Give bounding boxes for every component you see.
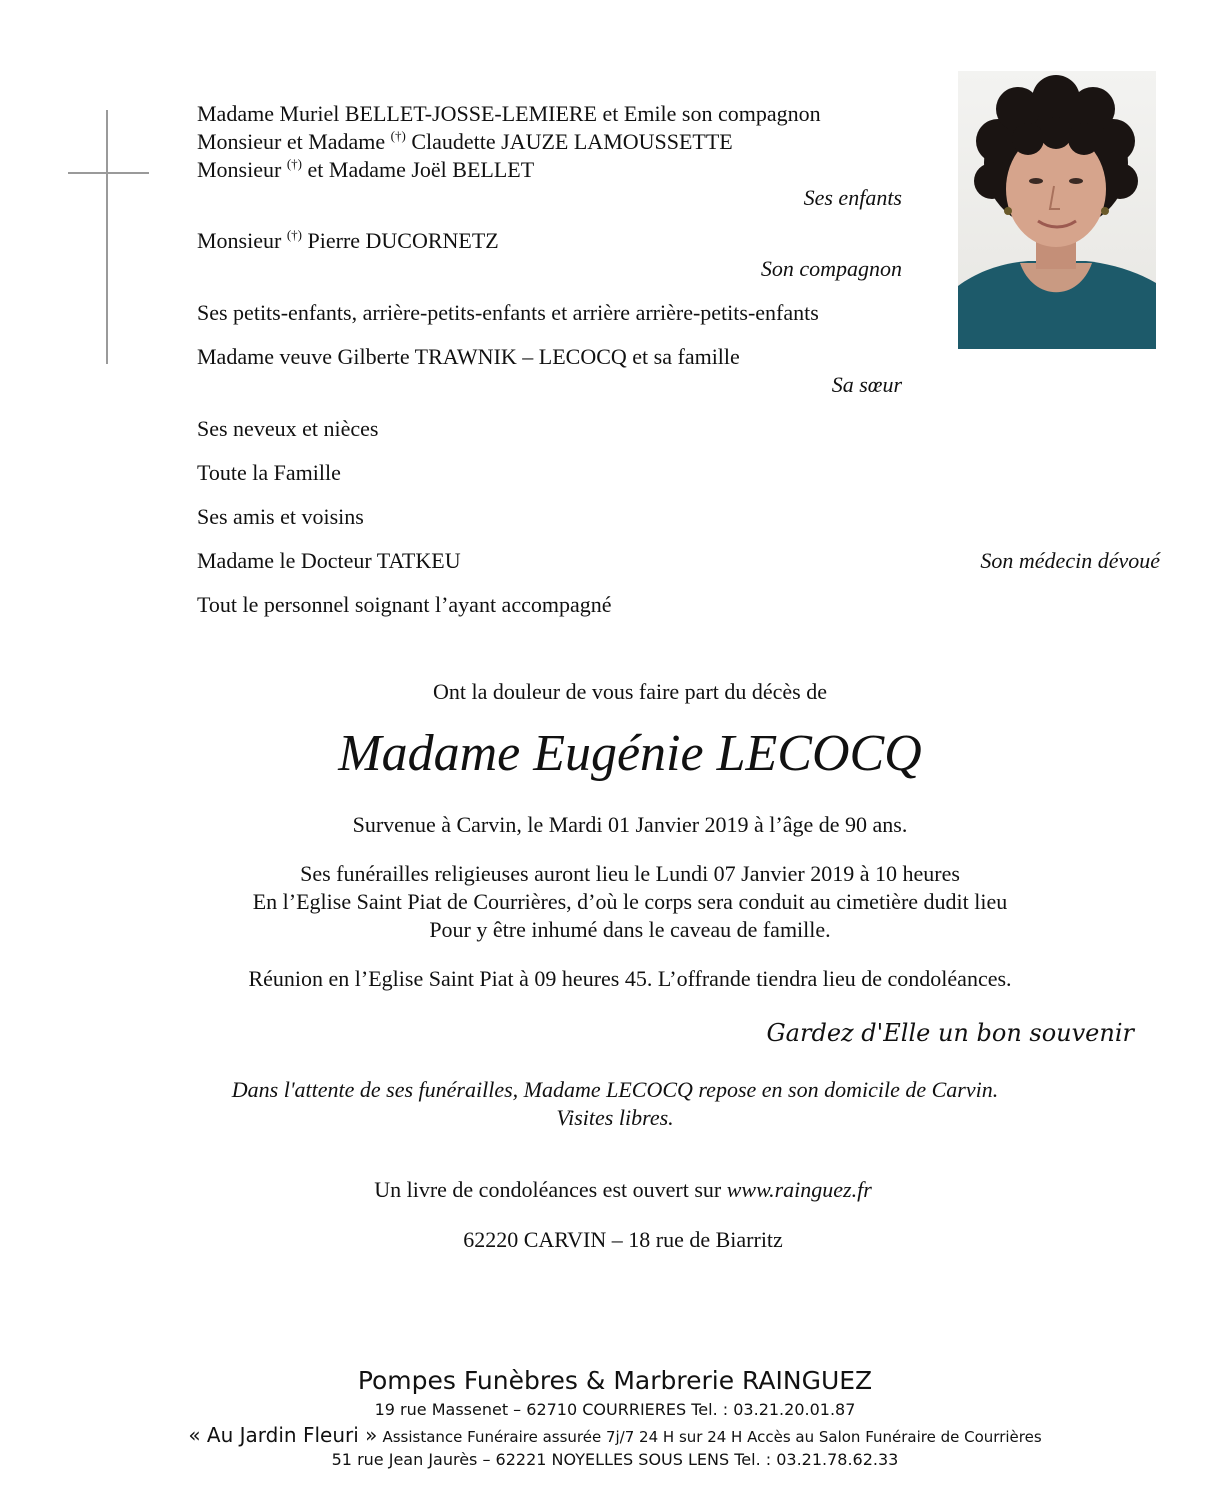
garden-name: « Au Jardin Fleuri »: [188, 1423, 378, 1447]
announcement-intro: Ont la douleur de vous faire part du décès de: [432, 679, 828, 704]
funeral-line-1: Ses funérailles religieuses auront lieu le Lundi 07 Janvier 2019 à 10 heures: [300, 861, 960, 886]
family-line-8: Toute la Famille: [197, 460, 341, 485]
family-line-9: Ses amis et voisins: [197, 504, 364, 529]
services-text: Assistance Funéraire assurée 7j/7 24 H sur 24 H Accès au Salon Funéraire de Courrières: [382, 1428, 1042, 1446]
funeral-line-3: Pour y être inhumé dans le caveau de famille.: [429, 917, 831, 942]
family-line-2-name: Claudette JAUZE LAMOUSSETTE: [411, 129, 733, 154]
family-line-2-prefix: Monsieur et Madame: [197, 129, 386, 154]
family-line-3: [197, 156, 534, 184]
funeral-line-2: En l’Eglise Saint Piat de Courrières, d’où le corps sera conduit au cimetière dudit lieu: [252, 889, 1008, 914]
family-line-3-name: et Madame Joël BELLET: [307, 157, 535, 182]
deceased-mark: (†): [390, 128, 406, 143]
family-line-2: [197, 128, 733, 156]
condolence-book-text: Un livre de condoléances est ouvert sur: [374, 1177, 722, 1202]
deceased-name: Madame Eugénie LECOCQ: [338, 725, 922, 782]
condolence-url-link[interactable]: www.rainguez.fr: [726, 1177, 872, 1202]
family-line-6: Madame veuve Gilberte TRAWNIK – LECOCQ et sa famille: [197, 344, 740, 369]
family-line-4: [197, 227, 499, 255]
company-address-2: 51 rue Jean Jaurès – 62221 NOYELLES SOUS LENS Tel. : 03.21.78.62.33: [331, 1450, 899, 1469]
role-companion: Son compagnon: [760, 256, 902, 281]
family-line-7: Ses neveux et nièces: [197, 416, 379, 441]
deceased-mark: (†): [286, 156, 302, 171]
family-line-4-prefix: Monsieur: [197, 228, 282, 253]
cross-horizontal-bar: [68, 172, 149, 174]
company-services: [0, 1423, 1214, 1449]
role-sister: Sa sœur: [831, 372, 902, 397]
repose-line-2: Visites libres.: [556, 1105, 674, 1130]
family-line-11: Tout le personnel soignant l’ayant accompagné: [197, 592, 612, 617]
repose-line-1: Dans l'attente de ses funérailles, Madame LECOCQ repose en son domicile de Carvin.: [231, 1077, 999, 1102]
death-notice: Survenue à Carvin, le Mardi 01 Janvier 2019 à l’âge de 90 ans.: [352, 812, 908, 837]
remember-phrase: Gardez d'Elle un bon souvenir: [766, 1019, 1134, 1047]
role-children: Ses enfants: [803, 185, 902, 210]
portrait-photo: [958, 71, 1156, 349]
role-doctor: Son médecin dévoué: [980, 548, 1160, 573]
meeting-notice: Réunion en l’Eglise Saint Piat à 09 heures 45. L’offrande tiendra lieu de condoléances.: [248, 966, 1012, 991]
company-address-1: 19 rue Massenet – 62710 COURRIERES Tel. : 03.21.20.01.87: [374, 1400, 856, 1419]
deceased-mark: (†): [286, 227, 302, 242]
family-line-3-prefix: Monsieur: [197, 157, 282, 182]
home-address: 62220 CARVIN – 18 rue de Biarritz: [463, 1227, 783, 1252]
family-line-4-name: Pierre DUCORNETZ: [307, 228, 499, 253]
condolence-book: [0, 1176, 1214, 1204]
company-name: Pompes Funèbres & Marbrerie RAINGUEZ: [357, 1366, 873, 1395]
family-line-5: Ses petits-enfants, arrière-petits-enfants et arrière arrière-petits-enfants: [197, 300, 819, 325]
cross-vertical-bar: [106, 110, 108, 364]
family-line-1: Madame Muriel BELLET-JOSSE-LEMIERE et Emile son compagnon: [197, 101, 821, 126]
family-line-10: Madame le Docteur TATKEU: [197, 548, 461, 573]
